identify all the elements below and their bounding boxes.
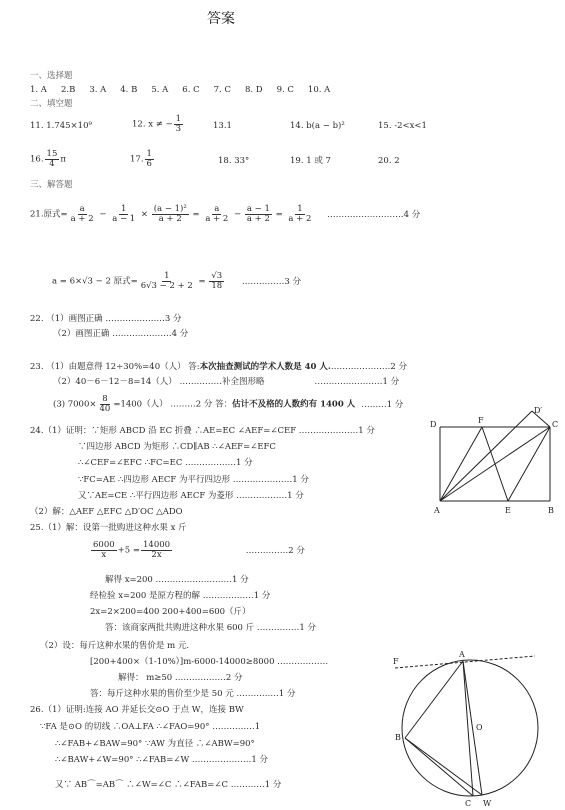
- q21-frac-8-den: 18: [211, 280, 223, 291]
- q26-circle-figure: [385, 648, 550, 808]
- q24-label-B: B: [548, 506, 554, 515]
- section-heading-choice: 一、选择题: [30, 71, 73, 81]
- answer-17-fraction: [145, 150, 154, 168]
- q23-line-1-b: 本次抽查测试的学术人数是 40 人.: [199, 362, 331, 372]
- q24-edge-AC: [440, 427, 550, 501]
- answer-14: 14. b(a − b)²: [290, 121, 345, 131]
- q21-frac-1-den: a + 2: [70, 213, 94, 224]
- q26-label-W: W: [483, 799, 492, 808]
- q23-fraction: [98, 395, 113, 413]
- q25-line-10: 答：每斤这种水果的售价至少是 50 元 ……………1 分: [90, 689, 296, 699]
- q24-line-6: （2）解：△AEF △EFC △D′OC △ADO: [30, 507, 183, 517]
- q24-label-A: A: [434, 506, 440, 515]
- q26-chord-AB: [405, 661, 463, 738]
- choice-answers: [30, 86, 344, 96]
- answer-16-numerator: 15: [46, 149, 58, 159]
- choice-answer-3: 3. A: [89, 85, 107, 95]
- answer-17-label: 17.: [130, 154, 144, 165]
- answer-12-numerator: 1: [175, 114, 182, 124]
- q25-equation: [90, 541, 305, 559]
- q21-line-2-text: a = 6×√3 − 2 原式=: [52, 276, 138, 287]
- q21-frac-3-num: (a − 1)²: [153, 204, 187, 214]
- q24-label-D: D: [430, 420, 437, 429]
- q26-tangent-FA: [395, 656, 535, 668]
- q26-line-1: 26.（1）证明:连接 AO 并延长交⊙O 于点 W，连接 BW: [30, 705, 244, 715]
- q21-frac-8: [209, 272, 224, 290]
- answer-17: [130, 150, 155, 168]
- answer-20: 20. 2: [378, 156, 400, 166]
- q21-frac-6: [286, 205, 313, 223]
- q25-eq-frac-2-den: 2x: [151, 549, 162, 560]
- q23-line-2-b: ……………………1 分: [314, 377, 400, 387]
- q23-fraction-num: 8: [102, 394, 108, 404]
- q21-frac-1-num: a: [79, 204, 85, 214]
- answer-12-fraction: [174, 115, 183, 133]
- q21-frac-2-num: 1: [120, 204, 127, 214]
- q21-frac-2-den: a − 1: [112, 213, 136, 224]
- answer-18: 18. 33°: [218, 156, 250, 166]
- q23-line-2: [53, 378, 399, 388]
- q24-label-E: E: [505, 506, 511, 515]
- answer-17-denominator: 6: [146, 158, 152, 169]
- q24-edge-EC: [508, 427, 550, 501]
- answer-17-numerator: 1: [146, 149, 152, 159]
- q24-edge-AF: [440, 427, 482, 501]
- choice-answer-2: 2.B: [60, 85, 76, 95]
- choice-answer-5: 5. A: [151, 85, 169, 95]
- q26-label-O: O: [476, 723, 483, 732]
- q25-eq-score: ……………2 分: [245, 545, 305, 556]
- q23-fraction-den: 40: [99, 403, 111, 414]
- q21-score-1: ………………………4 分: [327, 209, 421, 220]
- q24-label-C: C: [552, 420, 559, 429]
- q24-line-3: ∴∠CEF=∠EFC ∴FC=EC ………………1 分: [78, 458, 253, 468]
- q21-prefix: 21.原式=: [30, 209, 68, 220]
- q23-line-3-a: (3) 7000×: [53, 399, 97, 410]
- q21-frac-4-num: a: [214, 204, 220, 214]
- q21-frac-7-den: 6√3 − 2 + 2: [140, 280, 193, 291]
- section-heading-solve: 三、解答题: [30, 180, 73, 190]
- q23-line-3-d: ………1 分: [361, 399, 404, 410]
- q21-line-1: 21.原式= $\frac{a}{a + 2}$ − $\frac{1}{a - 1}$ × $\frac{\text{(a − 1)²}}{a + 2}$ = $\frac{a}{a + 2}$ − $\frac{a - 1}{a + 2}$ = $\frac{1}{a + 2}$ ………………………4 分: [30, 204, 421, 224]
- answer-12: [132, 115, 184, 133]
- q21-frac-7: [139, 272, 195, 290]
- choice-answer-9: 9. C: [276, 85, 294, 95]
- q26-line-2: ∵FA 是⊙O 的切线 ∴OA⊥FA ∴∠FAO=90° ……………1: [40, 722, 261, 732]
- q21-frac-3: [152, 205, 189, 223]
- q25-line-9: 解得： m≥50 ………………2 分: [118, 673, 243, 683]
- q25-line-7: （2）设：每斤这种水果的售价是 m 元.: [40, 641, 190, 651]
- answer-16: [30, 150, 66, 168]
- q22-line-1: 22. （1）画图正确 …………………3 分: [30, 314, 182, 324]
- q21-frac-6-num: 1: [297, 204, 303, 214]
- answer-12-text: 12. x ≠ −: [132, 119, 173, 130]
- choice-answer-8: 8. D: [244, 85, 263, 95]
- q21-line-2: a = 6×√3 − 2 原式= $\frac{1}{6√3 - 2 + 2}$ = $\frac{√3}{18}$ ……………3 分: [52, 271, 302, 291]
- q26-circle-O: [402, 660, 538, 796]
- q25-eq-frac-1: [91, 541, 117, 559]
- q23-line-1: [30, 363, 407, 373]
- q21-frac-5-num: a − 1: [246, 204, 270, 214]
- q24-label-D-prime: D′: [534, 406, 543, 415]
- q25-eq-frac-2-num: 14000: [143, 540, 171, 550]
- q21-frac-7-num: 1: [164, 271, 170, 281]
- q24-line-1: 24.（1）证明：∵矩形 ABCD 沿 EC 折叠 ∴AE=EC ∠AEF=∠CEF …………………1 分: [30, 426, 375, 436]
- q23-line-1-c: …………………2 分: [330, 362, 408, 372]
- q21-frac-5-den: a + 2: [246, 213, 270, 224]
- q23-line-3-c: 估计不及格的人数约有 1400 人: [232, 399, 356, 410]
- q21-frac-3-den: a + 2: [158, 213, 182, 224]
- answer-16-fraction: [45, 150, 60, 168]
- q24-label-F: F: [478, 416, 484, 425]
- q26-chord-BC: [405, 738, 473, 796]
- answer-13: 13.1: [213, 121, 232, 131]
- q24-line-2: ∵四边形 ABCD 为矩形 ∴CD∥AB ∴∠AEF=∠EFC: [78, 442, 276, 452]
- answer-19: 19. 1 或 7: [290, 156, 331, 166]
- q23-line-1-a: 23. （1）由题意得 12÷30%=40（人） 答:: [30, 362, 200, 372]
- q23-line-3: [53, 395, 403, 413]
- q24-rectangle-figure: [420, 405, 560, 520]
- q26-chord-AC: [463, 661, 473, 796]
- q26-line-5: 又∵ AB⌒=AB⌒ ∴∠W=∠C ∴∠FAB=∠C …………1 分: [55, 780, 282, 790]
- q25-eq-frac-2: [141, 541, 172, 559]
- q25-eq-frac-1-num: 6000: [93, 540, 115, 550]
- answer-11: 11. 1.745×10⁹: [30, 121, 92, 131]
- choice-answer-1: 1. A: [30, 85, 47, 95]
- q26-label-C: C: [465, 799, 472, 808]
- choice-answer-6: 6. C: [182, 85, 200, 95]
- q25-line-4: 经检验 x=200 是原方程的解 ………………1 分: [90, 591, 271, 601]
- q21-frac-5: [245, 205, 272, 223]
- q21-frac-4: [203, 205, 230, 223]
- answer-16-label: 16.: [30, 154, 44, 165]
- q21-frac-2: [110, 205, 137, 223]
- answer-15: 15. -2<x<1: [378, 121, 427, 131]
- q25-eq-frac-1-den: x: [101, 549, 107, 560]
- q25-line-6: 答：该商家两批共购进这种水果 600 斤 ……………1 分: [105, 623, 316, 633]
- q22-line-2: （2）画图正确 …………………4 分: [53, 329, 189, 339]
- q24-line-5: 又∵AE=CE ∴平行四边形 AECF 为菱形 ………………1 分: [78, 491, 304, 501]
- q26-label-F: F: [393, 657, 399, 666]
- q25-line-8: [200+400×（1-10%）]m-6000-14000≥8000 ………………: [90, 657, 329, 667]
- q26-label-A: A: [459, 650, 465, 659]
- q25-line-3: 解得 x=200 ………………………1 分: [105, 575, 249, 585]
- q21-frac-6-den: a + 2: [288, 213, 312, 224]
- page-title: 答案: [207, 11, 235, 27]
- choice-answer-7: 7. C: [213, 85, 231, 95]
- q25-line-1: 25.（1）解：设第一批购进这种水果 x 斤: [30, 523, 187, 533]
- choice-answer-10: 10. A: [307, 85, 331, 95]
- answer-16-denominator: 4: [49, 158, 55, 169]
- q25-eq-mid: +5 =: [117, 545, 140, 556]
- q26-line-3: ∴∠FAB+∠BAW=90° ∵AW 为直径 ∴∠ABW=90°: [55, 739, 255, 749]
- q21-frac-4-den: a + 2: [205, 213, 229, 224]
- q25-line-5: 2x=2×200=400 200+400=600（斤）: [90, 607, 251, 617]
- answer-12-denominator: 3: [175, 123, 182, 134]
- q23-line-3-b: =1400（人） ………2 分 答：: [113, 399, 233, 410]
- q24-edge-AD-prime: [440, 411, 532, 501]
- section-heading-fill: 二、填空题: [30, 99, 73, 109]
- q26-line-4: ∴∠BAW+∠W=90° ∴∠FAB=∠W …………………1 分: [55, 755, 269, 765]
- choice-answer-4: 4. B: [120, 85, 138, 95]
- q23-line-2-a: （2）40－6－12－8=14（人） ……………补全图形略: [53, 377, 265, 387]
- q26-label-B: B: [395, 733, 401, 742]
- q21-frac-1: [69, 205, 96, 223]
- q21-frac-8-num: √3: [211, 271, 223, 281]
- q21-score-2: ……………3 分: [241, 276, 302, 287]
- q24-line-4: ∵FC=AE ∴四边形 AECF 为平行四边形 …………………1 分: [78, 475, 309, 485]
- answer-16-pi: π: [60, 154, 66, 165]
